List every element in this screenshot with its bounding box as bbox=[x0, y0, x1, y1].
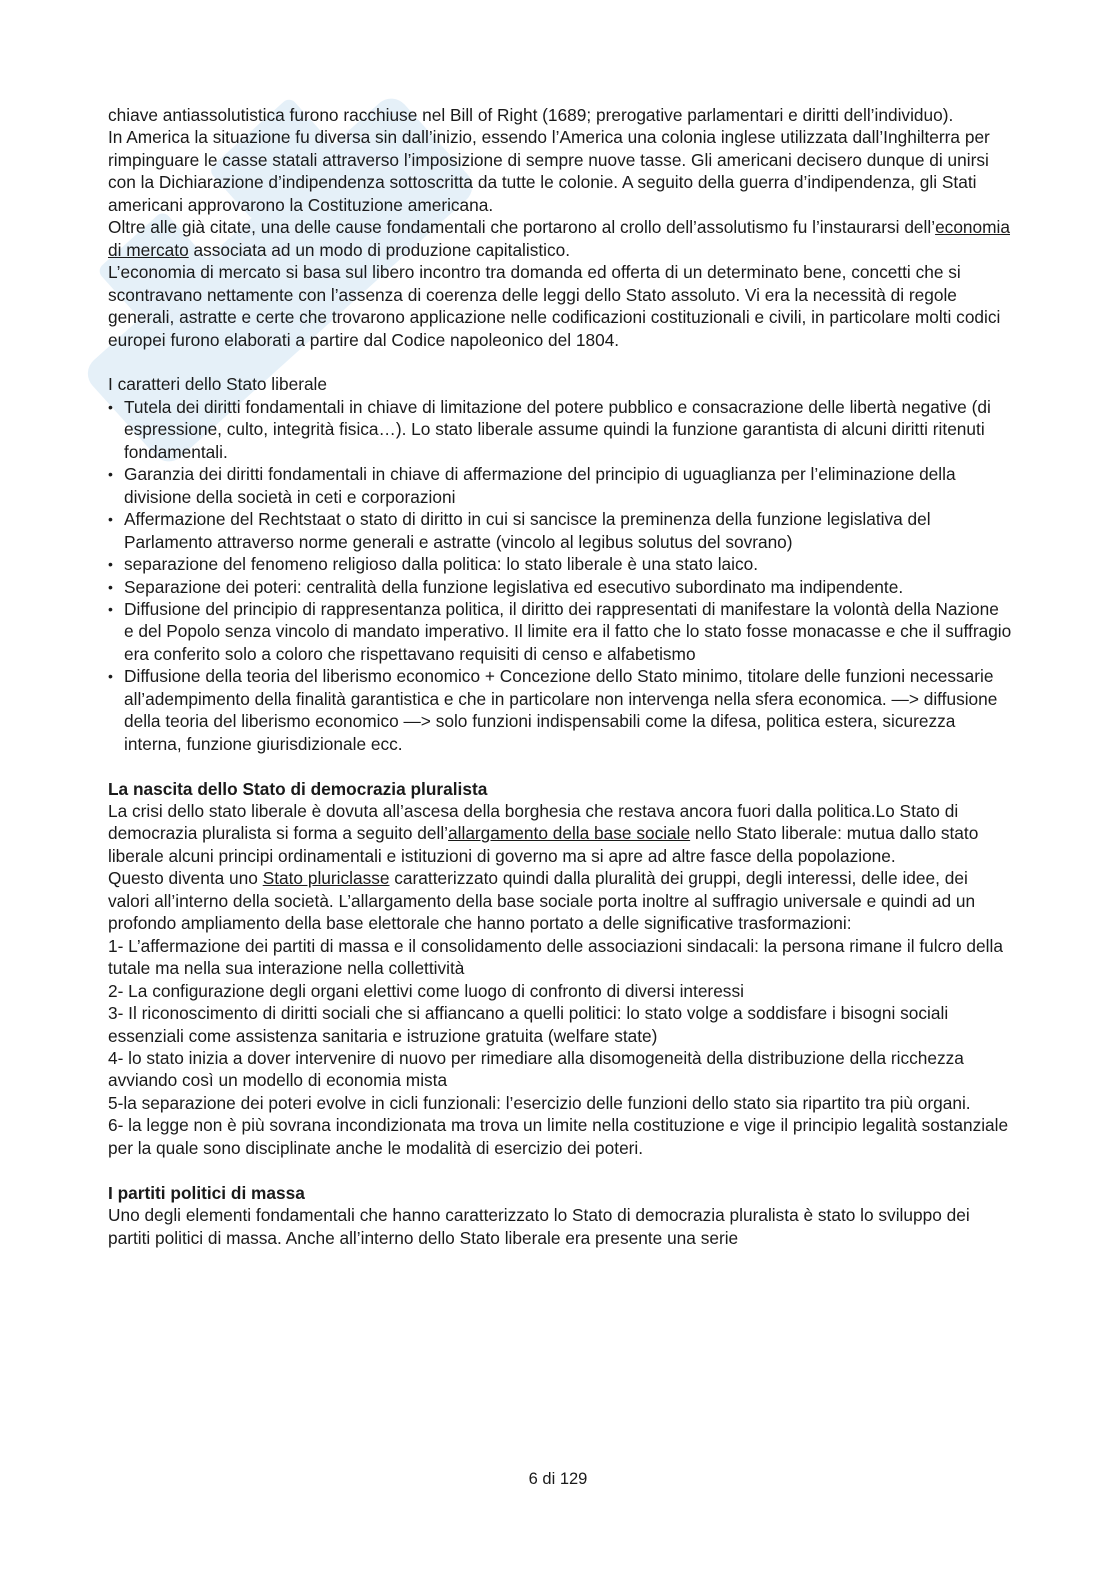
page-number: 6 di 129 bbox=[528, 1470, 588, 1488]
paragraph-liberal-crisis: La crisi dello stato liberale è dovuta all’ascesa della borghesia che restava ancora fuori dalla politica.Lo Stato di democrazia pluralista si forma a seguito dell’allargamento della base sociale nello Stato liberale: mutua dallo stato liberale alcuni principi ordinamentali e istituzioni di governo ma si apre ad altre fasce della popolazione. bbox=[108, 801, 979, 866]
list-item: • Garanzia dei diritti fondamentali in chiave di affermazione del principio di uguaglianza per l’eliminazione della divisione della società in ceti e corporazioni bbox=[108, 463, 1013, 508]
paragraph-bill-of-right: chiave antiassolutistica furono racchiuse nel Bill of Right (1689; prerogative parlamentari e diritti dell’individuo). bbox=[108, 105, 954, 125]
list-item: • separazione del fenomeno religioso dalla politica: lo stato liberale è una stato laico. bbox=[108, 553, 1013, 575]
paragraph-codification: L’economia di mercato si basa sul libero incontro tra domanda ed offerta di un determinato bene, concetti che si scontravano nettamente con l’assenza di coerenza delle leggi dello Stato assoluto. Vi era la necessità di regole generali, astratte e certe che trovarono applicazione nelle codificazioni costituzionali e civili, in particolare molti codici europei furono elaborati a partire dal Codice napoleonico del 1804. bbox=[108, 262, 1001, 350]
list-item: • Separazione dei poteri: centralità della funzione legislativa ed esecutivo subordinato ma indipendente. bbox=[108, 576, 1013, 598]
list-item: • Diffusione della teoria del liberismo economico + Concezione dello Stato minimo, titolare delle funzioni necessarie all’adempimento della finalità garantistica e che in particolare non intervenga nella sfera economica. —> diffusione della teoria del liberismo economico —> solo funzioni indispensabili come la difesa, politica estera, sicurezza interna, funzione giurisdizionale ecc. bbox=[108, 665, 1013, 755]
numbered-point: 2- La configurazione degli organi elettivi come luogo di confronto di diversi interessi bbox=[108, 980, 744, 1001]
list-item: • Diffusione del principio di rappresentanza politica, il diritto dei rappresentati di manifestare la volontà della Nazione e del Popolo senza vincolo di mandato imperativo. Il limite era il fatto che lo stato fosse monacasse e che il suffragio era conferito solo a coloro che rispettavano requisiti di censo e alfabetismo bbox=[108, 598, 1013, 665]
underlined-term-market-economy: economia di mercato bbox=[108, 217, 1010, 260]
section-heading-pluralist-democracy: La nascita dello Stato di democrazia pluralista bbox=[108, 778, 488, 799]
paragraph-mass-parties: Uno degli elementi fondamentali che hanno caratterizzato lo Stato di democrazia pluralista è stato lo sviluppo dei partiti politici di massa. Anche all’interno dello Stato liberale era presente una serie bbox=[108, 1205, 970, 1248]
section-heading-liberal-state: I caratteri dello Stato liberale bbox=[108, 374, 328, 395]
section-heading-mass-parties: I partiti politici di massa bbox=[108, 1182, 305, 1203]
underlined-term-pluriclass: Stato pluriclasse bbox=[262, 868, 390, 889]
paragraph-america: In America la situazione fu diversa sin dall’inizio, essendo l’America una colonia inglese utilizzata dall’Inghilterra per rimpinguare le casse statali attraverso l’imposizione di sempre nuove tasse. Gli americani decisero dunque di unirsi con la Dichiarazione d’indipendenza sottoscritta da tutte le colonie. A seguito della guerra d’indipendenza, gli Stati americani approvarono la Costituzione americana. bbox=[108, 127, 990, 215]
underlined-term-social-base: allargamento della base sociale bbox=[448, 823, 691, 844]
numbered-point: 1- L’affermazione dei partiti di massa e il consolidamento delle associazioni sindacali: la persona rimane il fulcro della tutale ma nella sua interazione nella collettività bbox=[108, 935, 1003, 979]
document-page bbox=[108, 104, 1013, 1249]
list-item: • Affermazione del Rechtstaat o stato di diritto in cui si sancisce la preminenza della funzione legislativa del Parlamento attraverso norme generali e astratte (vincolo al legibus solutus del sovrano) bbox=[108, 508, 1013, 553]
numbered-point: 3- Il riconoscimento di diritti sociali che si affiancano a quelli politici: lo stato volge a soddisfare i bisogni sociali essenziali come assistenza sanitaria e istruzione gratuita (welfare state) bbox=[108, 1003, 949, 1046]
liberal-state-list bbox=[108, 396, 1013, 755]
list-item: • Tutela dei diritti fondamentali in chiave di limitazione del potere pubblico e consacrazione delle libertà negative (di espressione, culto, integrità fisica…). Lo stato liberale assume quindi la funzione garantista di alcuni diritti ritenuti fondamentali. bbox=[108, 396, 1013, 463]
numbered-point: 4- lo stato inizia a dover intervenire di nuovo per rimediare alla disomogeneità della distribuzione della ricchezza avviando così un modello di economia mista bbox=[108, 1048, 964, 1091]
paragraph-market-economy: Oltre alle già citate, una delle cause fondamentali che portarono al crollo dell’assolutismo fu l’instaurarsi dell’economia di mercato associata ad un modo di produzione capitalistico. bbox=[108, 217, 1010, 260]
paragraph-pluriclass-state: Questo diventa uno Stato pluriclasse caratterizzato quindi dalla pluralità dei gruppi, degli interessi, delle idee, dei valori all’interno della società. L’allargamento della base sociale porta inoltre al suffragio universale e quindi ad un profondo ampliamento della base elettorale che hanno portato a delle significative trasformazioni: bbox=[108, 868, 976, 934]
numbered-point: 5-la separazione dei poteri evolve in cicli funzionali: l’esercizio delle funzioni dello stato sia ripartito tra più organi. bbox=[108, 1092, 971, 1113]
numbered-point: 6- la legge non è più sovrana incondizionata ma trova un limite nella costituzione e vige il principio legalità sostanziale per la quale sono disciplinate anche le modalità di esercizio dei poteri. bbox=[108, 1115, 1009, 1158]
